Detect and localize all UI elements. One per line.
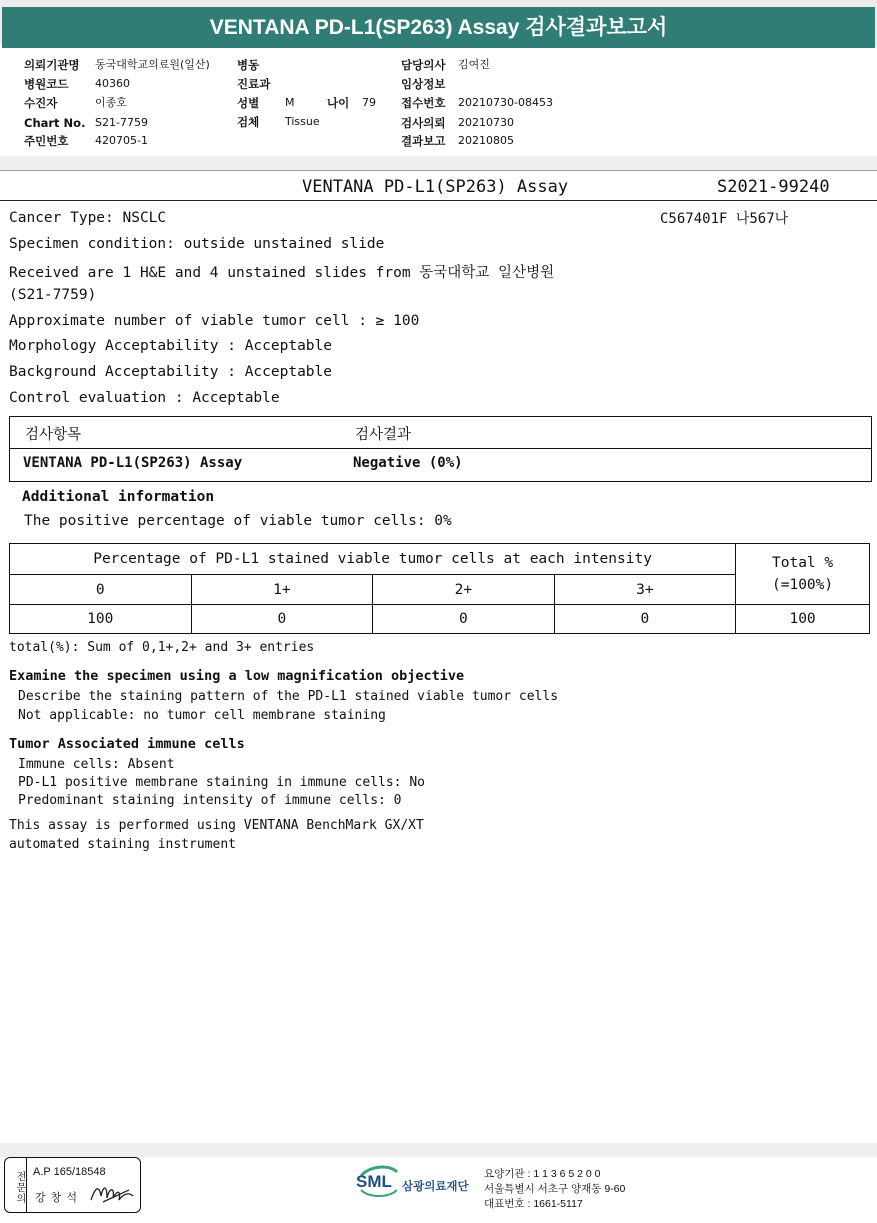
stamp-name: 강 창 석 — [35, 1192, 78, 1204]
value-cell: 0 — [554, 605, 736, 634]
divider — [0, 200, 877, 201]
total-note: total(%): Sum of 0,1+,2+ and 3+ entries — [9, 640, 315, 655]
report-title: VENTANA PD-L1(SP263) Assay 검사결과보고서 — [2, 7, 875, 48]
examine-title: Examine the specimen using a low magnification objective — [9, 668, 465, 684]
result-col-result: 검사결과 — [355, 427, 412, 443]
divider — [0, 170, 877, 171]
additional-title: Additional information — [22, 489, 215, 505]
immune-line: PD-L1 positive membrane staining in immune cells: No — [18, 775, 425, 790]
header-value: 20210805 — [458, 134, 514, 147]
header-value: S21-7759 — [95, 116, 148, 129]
header-value: 420705-1 — [95, 134, 148, 147]
stamp-id: A.P 165/18548 — [33, 1166, 106, 1178]
header-label: 나이 — [327, 96, 350, 110]
intensity-cell: 3+ — [554, 575, 736, 605]
value-cell: 100 — [10, 605, 192, 634]
body-line: (S21-7759) — [9, 287, 97, 303]
footer-divider — [0, 1143, 877, 1157]
assay-name: VENTANA PD-L1(SP263) Assay — [302, 177, 569, 197]
total-header-line: (=100%) — [772, 577, 834, 593]
header-value: Tissue — [285, 115, 320, 128]
org-name: 삼광의료재단 — [402, 1181, 469, 1193]
examine-line: Not applicable: no tumor cell membrane staining — [18, 708, 386, 723]
body-line: Specimen condition: outside unstained slide — [9, 236, 385, 252]
body-line: Morphology Acceptability : Acceptable — [9, 338, 333, 354]
title-bar — [0, 0, 877, 46]
header-value: M — [285, 96, 295, 109]
value-cell: 0 — [373, 605, 555, 634]
header-label: 수진자 — [24, 96, 58, 110]
header-label: 성별 — [237, 96, 260, 110]
body-line: Approximate number of viable tumor cell : ≥ 100 — [9, 313, 420, 329]
header-label: 임상정보 — [401, 77, 446, 91]
header-label: 병동 — [237, 58, 260, 72]
intensity-cell: 2+ — [373, 575, 555, 605]
header-value: 40360 — [95, 77, 130, 90]
body-line: Background Acceptability : Acceptable — [9, 364, 333, 380]
footer-line: 대표번호 : 1661-5117 — [484, 1198, 583, 1210]
result-item: VENTANA PD-L1(SP263) Assay — [23, 455, 243, 471]
immune-title: Tumor Associated immune cells — [9, 736, 245, 752]
report-number: S2021-99240 — [717, 177, 830, 197]
header-label: 병원코드 — [24, 77, 69, 91]
header-label: 진료과 — [237, 77, 271, 91]
header-value: 20210730 — [458, 116, 514, 129]
result-table — [9, 416, 872, 482]
header-value: 79 — [362, 96, 376, 109]
examine-line: Describe the staining pattern of the PD-L1 stained viable tumor cells — [18, 689, 559, 704]
specimen-code: C567401F 나567나 — [660, 211, 789, 227]
header-label: 검체 — [237, 115, 260, 129]
header-label: 결과보고 — [401, 134, 446, 148]
body-line: Cancer Type: NSCLC — [9, 210, 167, 226]
header-label: Chart No. — [24, 116, 86, 130]
footer-line: 서울특별시 서초구 양재동 9-60 — [484, 1183, 626, 1195]
table-divider — [10, 448, 871, 449]
additional-text: The positive percentage of viable tumor cells: 0% — [24, 513, 452, 529]
header-value: 동국대학교의료원(일산) — [95, 58, 210, 71]
footer-line: 요양기관 : 1 1 3 6 5 2 0 0 — [484, 1168, 601, 1180]
percentage-table — [9, 543, 870, 634]
signature-icon — [89, 1180, 137, 1206]
logo-text: SML — [356, 1172, 392, 1191]
body-line: Control evaluation : Acceptable — [9, 390, 280, 406]
value-cell: 0 — [191, 605, 373, 634]
result-col-item: 검사항목 — [25, 427, 82, 443]
intensity-cell: 0 — [10, 575, 192, 605]
header-label: 접수번호 — [401, 96, 446, 110]
total-cell: 100 — [736, 605, 870, 634]
pct-header: Percentage of PD-L1 stained viable tumor cells at each intensity — [10, 544, 736, 575]
immune-line: Predominant staining intensity of immune cells: 0 — [18, 793, 402, 808]
divider — [0, 156, 877, 170]
total-header — [736, 544, 870, 605]
stamp-side-label: 전문의 — [5, 1158, 27, 1212]
closing-line: automated staining instrument — [9, 837, 236, 852]
body-line: Received are 1 H&E and 4 unstained slides from 동국대학교 일산병원 — [9, 265, 555, 281]
header-label: 담당의사 — [401, 58, 446, 72]
result-value: Negative (0%) — [353, 455, 463, 471]
immune-line: Immune cells: Absent — [18, 757, 175, 772]
closing-line: This assay is performed using VENTANA BenchMark GX/XT — [9, 818, 424, 833]
header-value: 20210730-08453 — [458, 96, 553, 109]
header-label: 의뢰기관명 — [24, 58, 80, 72]
header-value: 이종호 — [95, 96, 127, 109]
total-header-line: Total % — [772, 555, 834, 571]
header-value: 김여진 — [458, 58, 490, 71]
intensity-cell: 1+ — [191, 575, 373, 605]
header-label: 검사의뢰 — [401, 116, 446, 130]
header-label: 주민번호 — [24, 134, 69, 148]
specialist-stamp — [4, 1157, 141, 1213]
